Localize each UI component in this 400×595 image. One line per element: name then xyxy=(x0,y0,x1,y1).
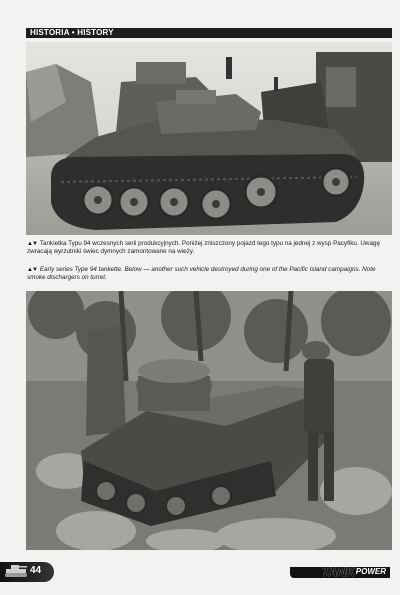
section-title: HISTORIA • HISTORY xyxy=(30,28,114,37)
up-down-triangle-icon: ▲▼ xyxy=(27,267,37,273)
caption-english-text: Early series Type 94 tankette. Below — another such vehicle destroyed during one of the Pacific Island campaigns. Note smoke dischargers on turret. xyxy=(27,266,376,282)
photo-type94-tankette xyxy=(26,42,392,235)
tank-silhouette-icon xyxy=(4,564,28,578)
photo-destroyed-tankette xyxy=(26,291,392,550)
photo-destroyed-tankette-image xyxy=(26,291,392,550)
caption-polish-text: Tankietka Typu 94 wczesnych serii produkcyjnych. Poniżej zniszczony pojazd tego typu na jednej z wysp Pacyfiku. Uwagę zwracają wyrzutniki świec dymnych zamontowane na wieży. xyxy=(27,240,380,256)
photo-type94-tankette-image xyxy=(26,42,392,235)
caption-polish xyxy=(27,240,391,256)
page-footer xyxy=(0,556,400,586)
up-down-triangle-icon: ▲▼ xyxy=(27,241,37,247)
logo-main-text: TANK xyxy=(321,563,355,579)
page-number-tab xyxy=(0,562,54,582)
section-header xyxy=(26,28,392,38)
tank-power-logo xyxy=(260,559,390,583)
caption-english xyxy=(27,266,391,282)
page-number: 44 xyxy=(30,565,42,576)
logo-sub-text: POWER xyxy=(355,566,386,576)
